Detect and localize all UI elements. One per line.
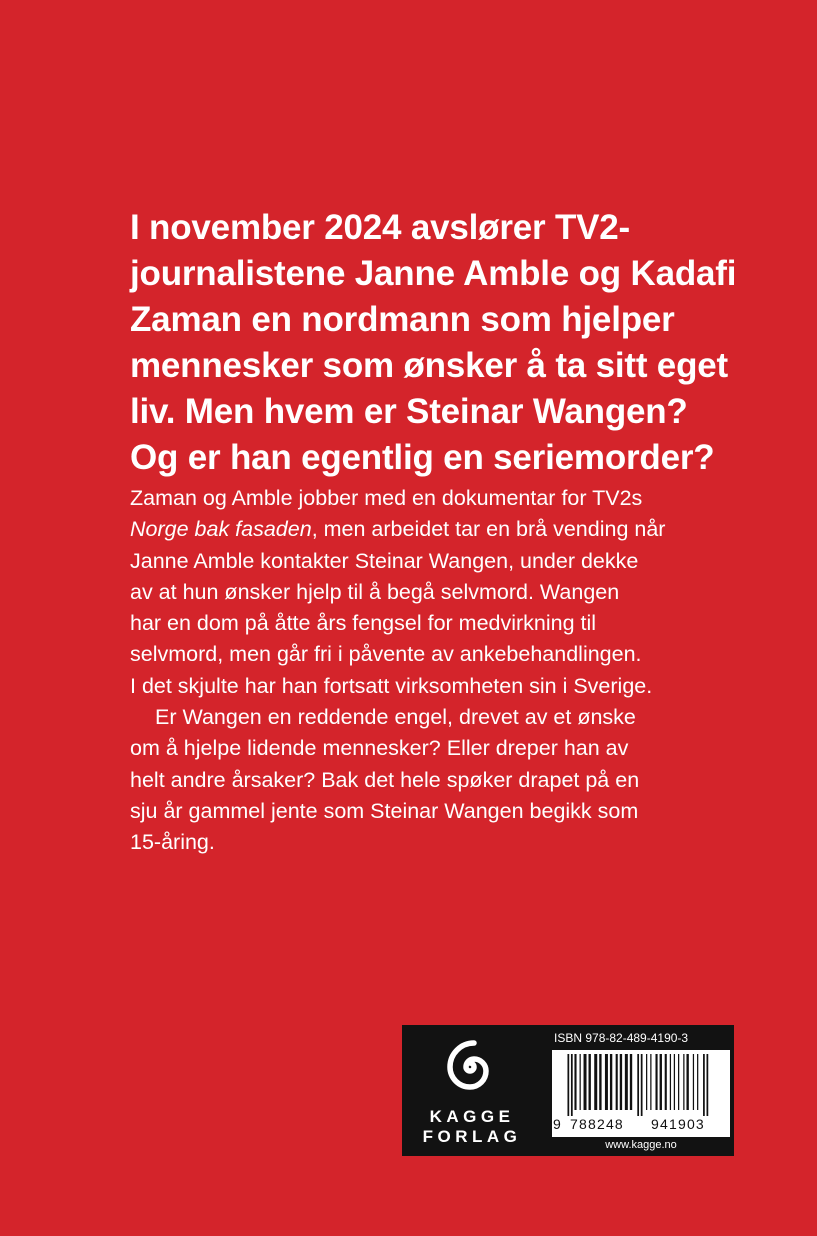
isbn-label: ISBN 978-82-489-4190-3 <box>554 1031 689 1045</box>
barcode-bar <box>620 1054 622 1110</box>
publisher-logo <box>402 1025 542 1156</box>
barcode-bars <box>560 1054 722 1116</box>
barcode-bar <box>650 1054 651 1110</box>
barcode-digits <box>552 1116 730 1134</box>
barcode-bar <box>655 1054 657 1110</box>
body-line: av at hun ønsker hjelp til å begå selvmord. Wangen <box>130 579 620 604</box>
body-line: Janne Amble kontakter Steinar Wangen, under dekke <box>130 548 639 573</box>
body-line: selvmord, men går fri i påvente av ankebehandlingen. <box>130 642 642 667</box>
barcode-bar <box>599 1054 601 1110</box>
barcode-bar <box>567 1054 569 1116</box>
publisher-name-line2: FORLAG <box>422 1127 522 1146</box>
barcode-bar <box>605 1054 608 1110</box>
body-line <box>130 514 770 545</box>
body-line: helt andre årsaker? Bak det hele spøker drapet på en <box>130 767 640 792</box>
barcode-digit-first: 9 <box>553 1116 561 1132</box>
headline-line: journalistene Janne Amble og Kadafi <box>130 254 737 293</box>
barcode-bar <box>610 1054 612 1110</box>
barcode-bar <box>641 1054 643 1116</box>
headline-line: Og er han egentlig en seriemorder? <box>130 438 715 477</box>
barcode-bar <box>670 1054 671 1110</box>
barcode-bar <box>589 1054 591 1110</box>
barcode-bar <box>580 1054 581 1110</box>
barcode-bar <box>630 1054 632 1110</box>
blurb-body <box>130 483 770 859</box>
barcode-bar <box>703 1054 705 1116</box>
barcode-bar <box>616 1054 618 1110</box>
body-line-rest: , men arbeidet tar en brå vending når <box>311 517 666 542</box>
barcode-bar <box>584 1054 587 1110</box>
barcode <box>552 1050 730 1137</box>
body-line: Er Wangen en reddende engel, drevet av et ønske <box>155 705 636 730</box>
barcode-digits-left: 788248 <box>570 1116 624 1132</box>
barcode-bar <box>693 1054 694 1110</box>
program-title: Norge bak fasaden <box>130 517 312 542</box>
barcode-bar <box>686 1054 688 1110</box>
barcode-bar <box>646 1054 647 1110</box>
body-line: har en dom på åtte års fengsel for medvirkning til <box>130 611 597 636</box>
barcode-bar <box>574 1054 576 1110</box>
barcode-digits-right: 941903 <box>651 1116 705 1132</box>
barcode-bar <box>660 1054 662 1110</box>
barcode-bar <box>594 1054 597 1110</box>
headline-line: liv. Men hvem er Steinar Wangen? <box>130 392 688 431</box>
publisher-name-line1: KAGGE <box>429 1107 515 1126</box>
headline-line: I november 2024 avslører TV2- <box>130 208 631 247</box>
publisher-website: www.kagge.no <box>605 1139 677 1151</box>
blurb-headline <box>130 205 770 481</box>
headline-line: mennesker som ønsker å ta sitt eget <box>130 346 728 385</box>
barcode-bar <box>697 1054 698 1110</box>
barcode-bar <box>637 1054 639 1116</box>
barcode-bar <box>665 1054 667 1110</box>
body-line: sju år gammel jente som Steinar Wangen begikk som <box>130 798 639 823</box>
barcode-bar <box>707 1054 709 1116</box>
barcode-bar <box>571 1054 573 1116</box>
headline-line: Zaman en nordmann som hjelper <box>130 300 675 339</box>
spiral-icon <box>441 1038 499 1096</box>
body-line: I det skjulte har han fortsatt virksomheten sin i Sverige. <box>130 673 653 698</box>
barcode-bar <box>683 1054 684 1110</box>
publisher-barcode-box <box>402 1025 734 1156</box>
barcode-bar <box>678 1054 679 1110</box>
body-line: 15-åring. <box>130 830 215 855</box>
barcode-bar <box>674 1054 675 1110</box>
barcode-bar <box>625 1054 628 1110</box>
body-line: Zaman og Amble jobber med en dokumentar for TV2s <box>130 486 643 510</box>
body-line: om å hjelpe lidende mennesker? Eller dreper han av <box>130 736 629 761</box>
